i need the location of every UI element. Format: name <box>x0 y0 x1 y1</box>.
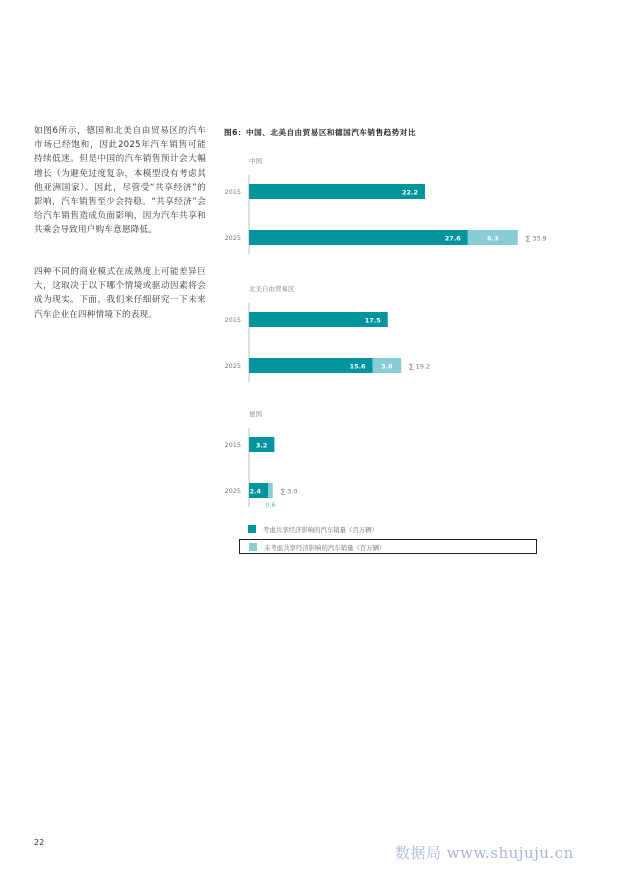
year-tick-label: 2015 <box>224 188 241 196</box>
legend-item-with-sharing <box>239 522 537 537</box>
group-label: 中国 <box>249 157 262 165</box>
bar-value-label-light: 0.6 <box>265 501 276 509</box>
legend-swatch-dark <box>248 525 256 533</box>
bar-with-sharing <box>249 184 425 199</box>
group-label: 德国 <box>249 410 262 418</box>
year-tick-label: 2015 <box>224 316 241 324</box>
group-label: 北美自由贸易区 <box>249 285 295 293</box>
total-label: ∑ 19.2 <box>409 362 431 371</box>
year-tick-label: 2025 <box>224 487 241 495</box>
bar-value-label: 17.5 <box>364 316 381 325</box>
chart-title: 图6：中国、北美自由贸易区和德国汽车销售趋势对比 <box>224 128 416 137</box>
bar-value-label-light: 6.3 <box>487 234 499 243</box>
legend-swatch-light <box>249 543 257 551</box>
bar-value-label: 2.4 <box>249 487 262 496</box>
legend-label-without-sharing: 未考虑共享经济影响的汽车销量（百万辆） <box>264 544 386 552</box>
body-paragraph-1: 如图6所示，德国和北美自由贸易区的汽车市场已经饱和，因此2025年汽车销售可能持续低迷。但是中国的汽车销售预计会大幅增长（为避免过度复杂，本模型没有考虑其他亚洲国家）。因此，尽管受“共享经济”的影响，汽车销售至少会持稳。“共享经济”会给汽车销售造成负面影响，因为汽车共享和共乘会导致用户购车意愿降低。 <box>34 126 206 236</box>
total-label: ∑ 33.9 <box>525 234 547 243</box>
bar-value-label: 3.2 <box>255 441 268 450</box>
legend-label-with-sharing: 考虑共享经济影响的汽车销量（百万辆） <box>263 526 379 534</box>
watermark: 数据局 www.shujuju.cn <box>395 844 574 862</box>
body-paragraph-2: 四种不同的商业模式在成熟度上可能差异巨大，这取决于以下哪个情境或驱动因素将会成为现实。下面，我们来仔细研究一下未来汽车企业在四种情境下的表现。 <box>34 267 206 320</box>
page-number: 22 <box>34 838 45 847</box>
legend-item-without-sharing <box>239 539 537 554</box>
year-tick-label: 2025 <box>224 234 241 242</box>
bar-value-label: 15.6 <box>349 362 366 371</box>
bar-value-label: 27.6 <box>444 234 461 243</box>
bar-value-label-light: 3.6 <box>381 362 393 371</box>
bar-value-label: 22.2 <box>401 188 418 197</box>
bar-without-sharing <box>268 483 273 498</box>
total-label: ∑ 3.0 <box>280 487 298 496</box>
bar-with-sharing <box>249 230 468 245</box>
year-tick-label: 2015 <box>224 441 241 449</box>
year-tick-label: 2025 <box>224 362 241 370</box>
